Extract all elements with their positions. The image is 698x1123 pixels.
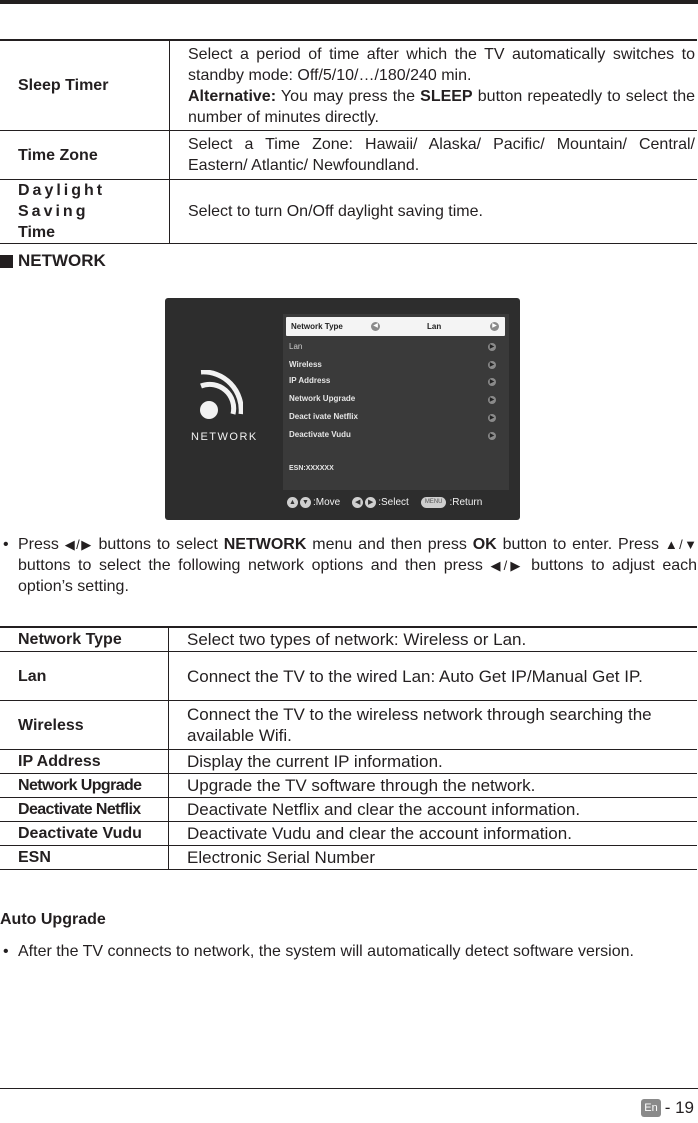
page-number: - 19 <box>664 1098 694 1117</box>
chevron-right-icon: ▶ <box>489 379 495 385</box>
tv-menu-screenshot <box>165 298 520 520</box>
up-down-arrows-icon: ▲/▼ <box>664 537 698 552</box>
hint-move: :Move <box>313 497 341 508</box>
table-row <box>0 627 697 652</box>
down-button-icon: ▼ <box>300 497 311 508</box>
row-value <box>170 40 698 131</box>
row-key: Lan <box>0 652 169 701</box>
auto-upgrade-desc: After the TV connects to network, the system will automatically detect software version. <box>18 943 634 960</box>
tv-menu-panel <box>283 314 509 490</box>
network-options-table <box>0 626 697 870</box>
row-value: Deactivate Vudu and clear the account information. <box>169 822 698 846</box>
row-key: Time Zone <box>0 131 170 180</box>
menu-key-icon: MENU <box>421 497 447 508</box>
table-row <box>0 40 697 131</box>
section-title: NETWORK <box>18 251 106 270</box>
network-instructions <box>0 534 697 597</box>
sleep-timer-alt <box>188 86 695 128</box>
text: buttons to adjust each option’s setting. <box>18 557 698 595</box>
row-key: Deactivate Vudu <box>0 822 169 846</box>
menu-item: Network Upgrade <box>289 394 356 403</box>
right-arrow-icon: ▶ <box>490 322 499 331</box>
menu-item: Deactivate Vudu <box>289 430 351 439</box>
row-value: Select a Time Zone: Hawaii/ Alaska/ Pacific/ Mountain/ Central/ Eastern/ Atlantic/ Newfoundland. <box>170 131 698 180</box>
menu-item: Deact ivate Netflix <box>289 412 358 421</box>
alt-text: button repeatedly to select the number of minutes directly. <box>188 87 696 126</box>
esn-value: ESN:XXXXXX <box>289 465 334 472</box>
chevron-right-icon: ▶ <box>489 397 495 403</box>
text: Press <box>18 536 65 553</box>
table-row <box>0 180 697 244</box>
table-row <box>0 652 697 701</box>
selected-label: Network Type <box>291 322 343 331</box>
row-key <box>0 180 170 244</box>
row-key: IP Address <box>0 750 169 774</box>
sleep-key: SLEEP <box>420 87 473 105</box>
row-value: Connect the TV to the wired Lan: Auto Get IP/Manual Get IP. <box>169 652 698 701</box>
key-line: Time <box>18 224 56 241</box>
left-right-arrows-icon: ◀/▶ <box>490 558 524 573</box>
table-row <box>0 701 697 750</box>
sleep-timer-desc: Select a period of time after which the TV automatically switches to standby mode: Off/5/10/…/180/240 min. <box>188 45 695 84</box>
row-key: Deactivate Netflix <box>0 798 169 822</box>
row-value: Select two types of network: Wireless or Lan. <box>169 627 698 652</box>
row-key: Sleep Timer <box>0 40 170 131</box>
row-value: Display the current IP information. <box>169 750 698 774</box>
text: button to enter. Press <box>496 536 665 553</box>
hint-select: :Select <box>378 497 409 508</box>
menu-item: Wireless <box>289 360 322 369</box>
language-badge: En <box>641 1099 660 1117</box>
chevron-right-icon: ▶ <box>489 415 495 421</box>
table-row <box>0 822 697 846</box>
key-line: Daylight Saving <box>18 182 106 220</box>
row-value: Electronic Serial Number <box>169 846 698 870</box>
table-row <box>0 750 697 774</box>
chevron-right-icon: ▶ <box>489 362 495 368</box>
remote-hint-bar <box>287 497 482 508</box>
alt-label: Alternative: <box>188 87 277 105</box>
hint-return: :Return <box>449 497 483 508</box>
row-key: Network Upgrade <box>0 774 169 798</box>
chevron-right-icon: ▶ <box>489 433 495 439</box>
settings-table <box>0 39 697 244</box>
left-arrow-icon: ◀ <box>371 322 380 331</box>
menu-selected-row <box>286 317 505 336</box>
auto-upgrade-text <box>0 941 697 962</box>
network-key: NETWORK <box>223 536 307 553</box>
table-row <box>0 131 697 180</box>
row-value: Select to turn On/Off daylight saving time. <box>188 203 483 220</box>
text: buttons to select the following network options and then press <box>18 557 491 574</box>
row-value: Deactivate Netflix and clear the account information. <box>169 798 698 822</box>
table-row <box>0 846 697 870</box>
row-key: Wireless <box>0 701 169 750</box>
alt-text: You may press the <box>276 87 421 105</box>
network-logo-label: NETWORK <box>191 431 258 443</box>
left-button-icon: ◀ <box>352 497 363 508</box>
text: buttons to select <box>92 536 224 553</box>
row-value: Connect the TV to the wireless network through searching the available Wifi. <box>169 701 698 750</box>
right-button-icon: ▶ <box>365 497 376 508</box>
auto-upgrade-heading: Auto Upgrade <box>0 911 106 928</box>
selected-value: Lan <box>427 322 442 331</box>
table-row <box>0 774 697 798</box>
row-key: ESN <box>0 846 169 870</box>
table-row <box>0 798 697 822</box>
page-footer <box>641 1098 694 1118</box>
row-key: Network Type <box>0 627 169 652</box>
footer-rule <box>0 1088 698 1089</box>
network-section-heading <box>0 251 106 271</box>
menu-item: Lan <box>289 342 303 351</box>
bullet: • <box>3 536 9 553</box>
ok-key: OK <box>472 536 497 553</box>
text: menu and then press <box>306 536 473 553</box>
up-button-icon: ▲ <box>287 497 298 508</box>
menu-item: IP Address <box>289 376 331 385</box>
row-value: Upgrade the TV software through the network. <box>169 774 698 798</box>
square-bullet-icon <box>0 255 13 268</box>
left-right-arrows-icon: ◀/▶ <box>64 537 93 552</box>
wifi-icon <box>197 370 243 422</box>
top-rule <box>0 0 698 4</box>
chevron-right-icon: ▶ <box>489 344 495 350</box>
bullet: • <box>3 943 9 960</box>
instruction-text <box>18 534 697 597</box>
